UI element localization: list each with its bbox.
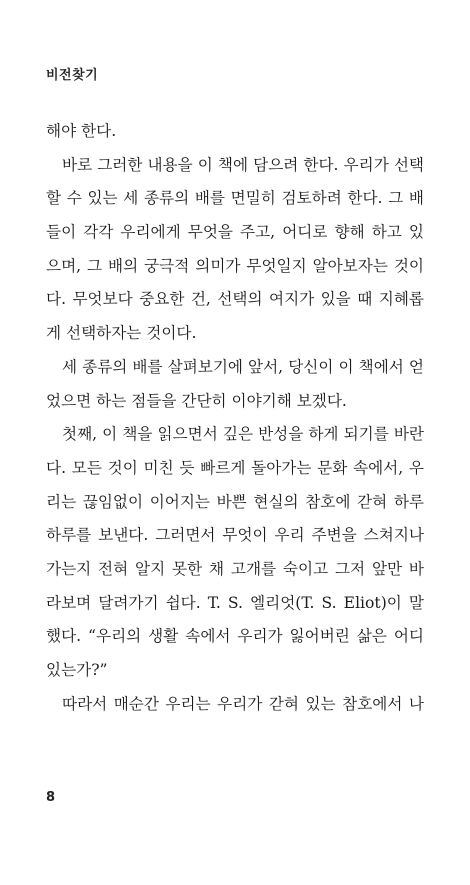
text-line: 다. 모든 것이 미친 듯 빠르게 돌아가는 문화 속에서, 우 bbox=[46, 458, 424, 477]
text-line: 하루를 보낸다. 그러면서 무엇이 우리 주변을 스쳐지나 bbox=[46, 526, 424, 545]
page-number: 8 bbox=[46, 790, 56, 805]
body-text bbox=[46, 115, 424, 721]
text-line: 게 선택하자는 것이다. bbox=[46, 324, 197, 343]
running-head: 비전찾기 bbox=[46, 68, 99, 83]
text-line: 라보며 달려가기 쉽다. T. S. 엘리엇(T. S. Eliot)이 말 bbox=[46, 593, 424, 612]
text-line: 해야 한다. bbox=[46, 122, 117, 140]
text-line: 으며, 그 배의 궁극적 의미가 무엇일지 알아보자는 것이 bbox=[46, 256, 424, 275]
text-line: 할 수 있는 세 종류의 배를 면밀히 검토하려 한다. 그 배 bbox=[46, 189, 424, 208]
text-line: 있는가?” bbox=[46, 661, 108, 679]
text-line: 리는 끊임없이 이어지는 바쁜 현실의 참호에 갇혀 하루 bbox=[46, 492, 424, 511]
text-line: 했다. “우리의 생활 속에서 우리가 잃어버린 삶은 어디 bbox=[46, 627, 424, 646]
text-line: 다. 무엇보다 중요한 건, 선택의 여지가 있을 때 지혜롭 bbox=[46, 290, 424, 309]
text-line: 가는지 전혀 알지 못한 채 고개를 숙이고 그저 앞만 바 bbox=[46, 559, 424, 578]
text-line: 었으면 하는 점들을 간단히 이야기해 보겠다. bbox=[46, 391, 347, 410]
text-line: 세 종류의 배를 살펴보기에 앞서, 당신이 이 책에서 얻 bbox=[62, 357, 424, 376]
text-line: 첫째, 이 책을 읽으면서 깊은 반성을 하게 되기를 바란 bbox=[62, 425, 424, 444]
text-line: 바로 그러한 내용을 이 책에 담으려 한다. 우리가 선택 bbox=[62, 155, 424, 174]
text-line: 따라서 매순간 우리는 우리가 갇혀 있는 참호에서 나 bbox=[62, 694, 424, 713]
text-line: 들이 각각 우리에게 무엇을 주고, 어디로 향해 하고 있 bbox=[46, 223, 424, 242]
